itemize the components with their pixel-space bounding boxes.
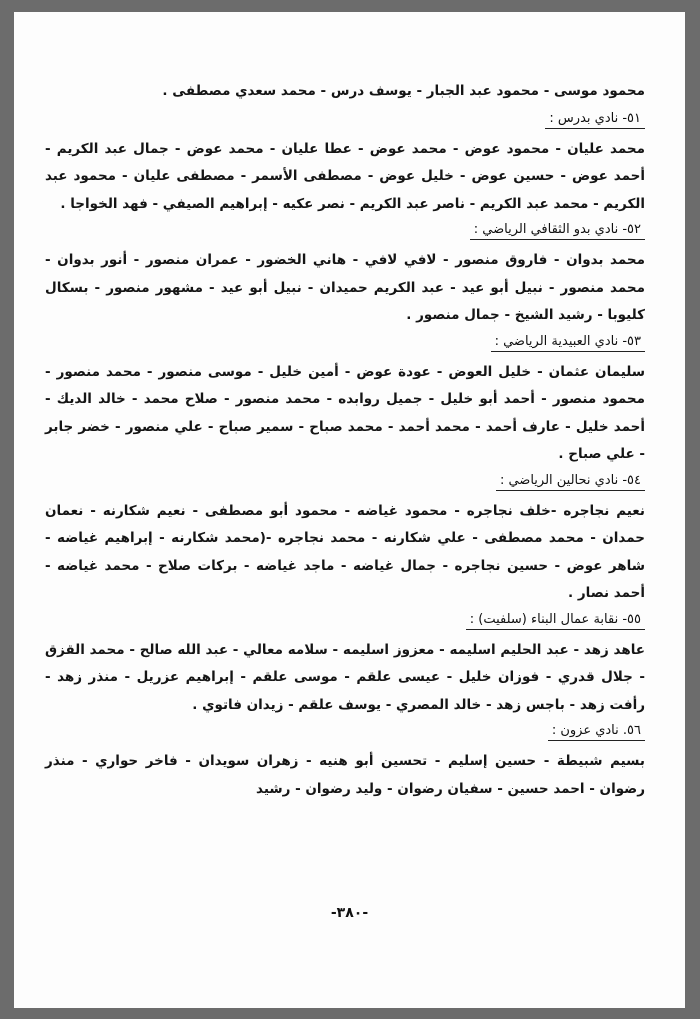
page-number: -٣٨٠- <box>330 905 369 921</box>
document-page <box>14 12 685 1008</box>
section-heading-51: ٥١- نادي بدرس : <box>545 109 645 129</box>
section-text-52: محمد بدوان - فاروق منصور - لافي لافي - هاني الخضور - عمران منصور - أنور بدوان - محمد منصور - نبيل أبو عيد - عبد الكريم حميدان - نبيل أبو عيد - مشهور منصور - بسكال كليوبا - رشيد الشيخ - جمال منصور . <box>45 252 645 323</box>
section-heading-55: ٥٥- نقابة عمال البناء (سلفيت) : <box>466 610 645 630</box>
section-heading-54: ٥٤- نادي نحالين الرياضي : <box>496 471 645 491</box>
section-text-53: سليمان عثمان - خليل العوض - عودة عوض - أمين خليل - موسى منصور - محمد منصور - محمود منصور - أحمد أبو خليل - جميل روابده - محمد منصور - صلاح محمد - خالد الديك - أحمد خليل - عارف أحمد - محمد أحمد - محمد صباح - سمير صباح - علي منصور - خضر جابر - علي صباح . <box>45 363 645 462</box>
section-text-54: نعيم نجاجره -خلف نجاجره - محمود غياضه - محمود أبو مصطفى - نعيم شكارنه - نعمان حمدان - محمد مصطفى - علي شكارنه - محمد نجاجره -(محمد شكارنه - إبراهيم غياضه - شاهر عوض - حسين نجاجره - جمال غياضه - ماجد غياضه - بركات صلاح - محمد غياضه - أحمد نصار . <box>45 502 645 601</box>
section-text-55: عاهد زهد - عبد الحليم اسليمه - معزوز اسليمه - سلامه معالي - عبد الله صالح - محمد القزق - جلال قدري - فوزان خليل - عيسى علقم - موسى علقم - إبراهيم عزريل - منذر زهد - رأفت زهد - باجس زهد - خالد المصري - يوسف علقم - زيدان فاتوي . <box>45 641 645 713</box>
intro-paragraph: محمود موسى - محمود عبد الجبار - يوسف درس - محمد سعدي مصطفى . <box>162 83 645 99</box>
page-text <box>45 78 645 803</box>
section-heading-56: ٥٦. نادي عزون : <box>548 721 645 741</box>
section-text-51: محمد عليان - محمود عوض - محمد عوض - عطا عليان - محمد عوض - جمال عبد الكريم - أحمد عوض - حسين عوض - خليل عوض - مصطفى الأسمر - مصطفى عليان - محمود عبد الكريم - محمد عبد الكريم - ناصر عبد الكريم - نصر عكيه - إبراهيم الصيفي - فهد الخواجا . <box>45 140 645 212</box>
section-heading-53: ٥٣- نادي العبيدية الرياضي : <box>491 332 645 352</box>
section-text-56: بسيم شبيطة - حسين إسليم - تحسين أبو هنيه - زهران سويدان - فاخر حواري - منذر رضوان - احمد حسين - سفيان رضوان - وليد رضوان - رشيد <box>45 753 645 797</box>
section-heading-52: ٥٢- نادي بدو الثقافي الرياضي : <box>470 220 645 240</box>
